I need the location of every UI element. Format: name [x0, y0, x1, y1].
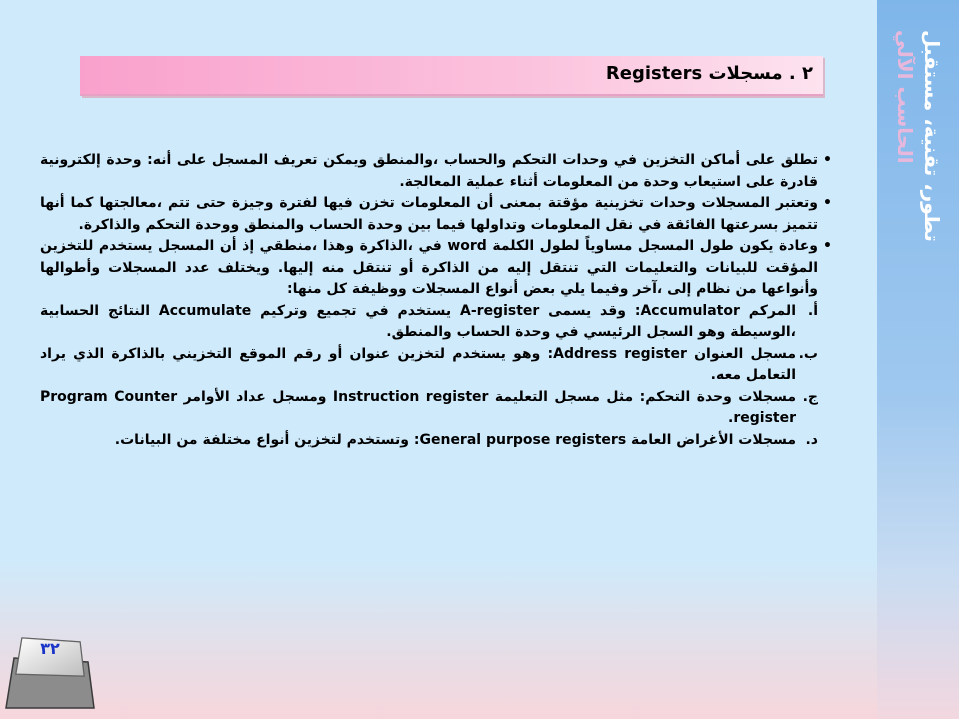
bullet-paragraph-3 [40, 236, 818, 451]
side-title-line1: تطور، تقنية، مستقبل [920, 30, 944, 242]
bullet-paragraph-1: • تطلق على أماكن التخزين في وحدات التحكم والحساب ،والمنطق ويمكن تعريف المسجل على أنه: وحدة إلكترونية قادرة على استيعاب وحدة من المعلومات أثناء عملية المعالجة. [40, 150, 818, 193]
register-item-text: المركم Accumulator: وقد يسمى A-register يستخدم في تجميع وتركيم Accumulate النتائج الحسابية ،الوسيطة وهو السجل الرئيسي في وحدة الحساب والمنطق. [40, 302, 796, 340]
bullet-paragraph-3-text: وعادة يكون طول المسجل مساوياً لطول الكلمة word في ،الذاكرة وهذا ،منطقي إذ أن المسجل يستخدم للتخزين المؤقت للبيانات والتعليمات التي تنتقل إليه من الذاكرة أو تنتقل منه إليها. ويختلف عدد المسجلات وأطوالها وأنواعها من نظام إلى ،آخر وفيما يلي بعض أنواع المسجلات ووظيفة كل منها: [40, 238, 819, 297]
register-item [40, 387, 818, 430]
slide-content [40, 150, 832, 451]
register-item-mark: أ. [807, 302, 818, 319]
register-item-text: مسجلات الأغراض العامة General purpose registers: وتستخدم لتخزين أنواع مختلفة من البيانات. [114, 431, 796, 448]
register-item-mark: ب. [798, 345, 818, 362]
register-item [40, 430, 818, 452]
page-number-key-icon [2, 628, 98, 712]
section-title-bar [80, 56, 823, 96]
side-title [877, 0, 959, 330]
register-types-list [40, 301, 818, 452]
register-item-text: مسجل العنوان Address register: وهو يستخدم لتخزين عنوان أو رقم الموقع التخزيني بالذاكرة الذي يراد التعامل معه. [40, 345, 796, 383]
register-item [40, 344, 818, 387]
page-number: ٣٢ [40, 639, 60, 658]
register-item [40, 301, 818, 344]
register-item-mark: د. [805, 431, 818, 448]
register-item-text: مسجلات وحدة التحكم: مثل مسجل التعليمة Instruction register ومسجل عداد الأوامر Program Counter register. [40, 388, 797, 426]
bullet-paragraph-2: • وتعتبر المسجلات وحدات تخزينية مؤقتة بمعنى أن المعلومات تخزن فيها لفترة وجيزة حتى تتم ،معالجتها كما أنها تتميز بسرعتها الفائقة في نقل المعلومات وتداولها فيما بين وحدة الحساب والمنطق ووحدة التحكم والذاكرة. [40, 193, 818, 236]
register-item-mark: ج. [802, 388, 818, 405]
section-title: ٢ . مسجلات Registers [605, 63, 813, 84]
bullet-list [40, 150, 832, 451]
side-title-line2: الحاسب الآلي [893, 30, 917, 164]
